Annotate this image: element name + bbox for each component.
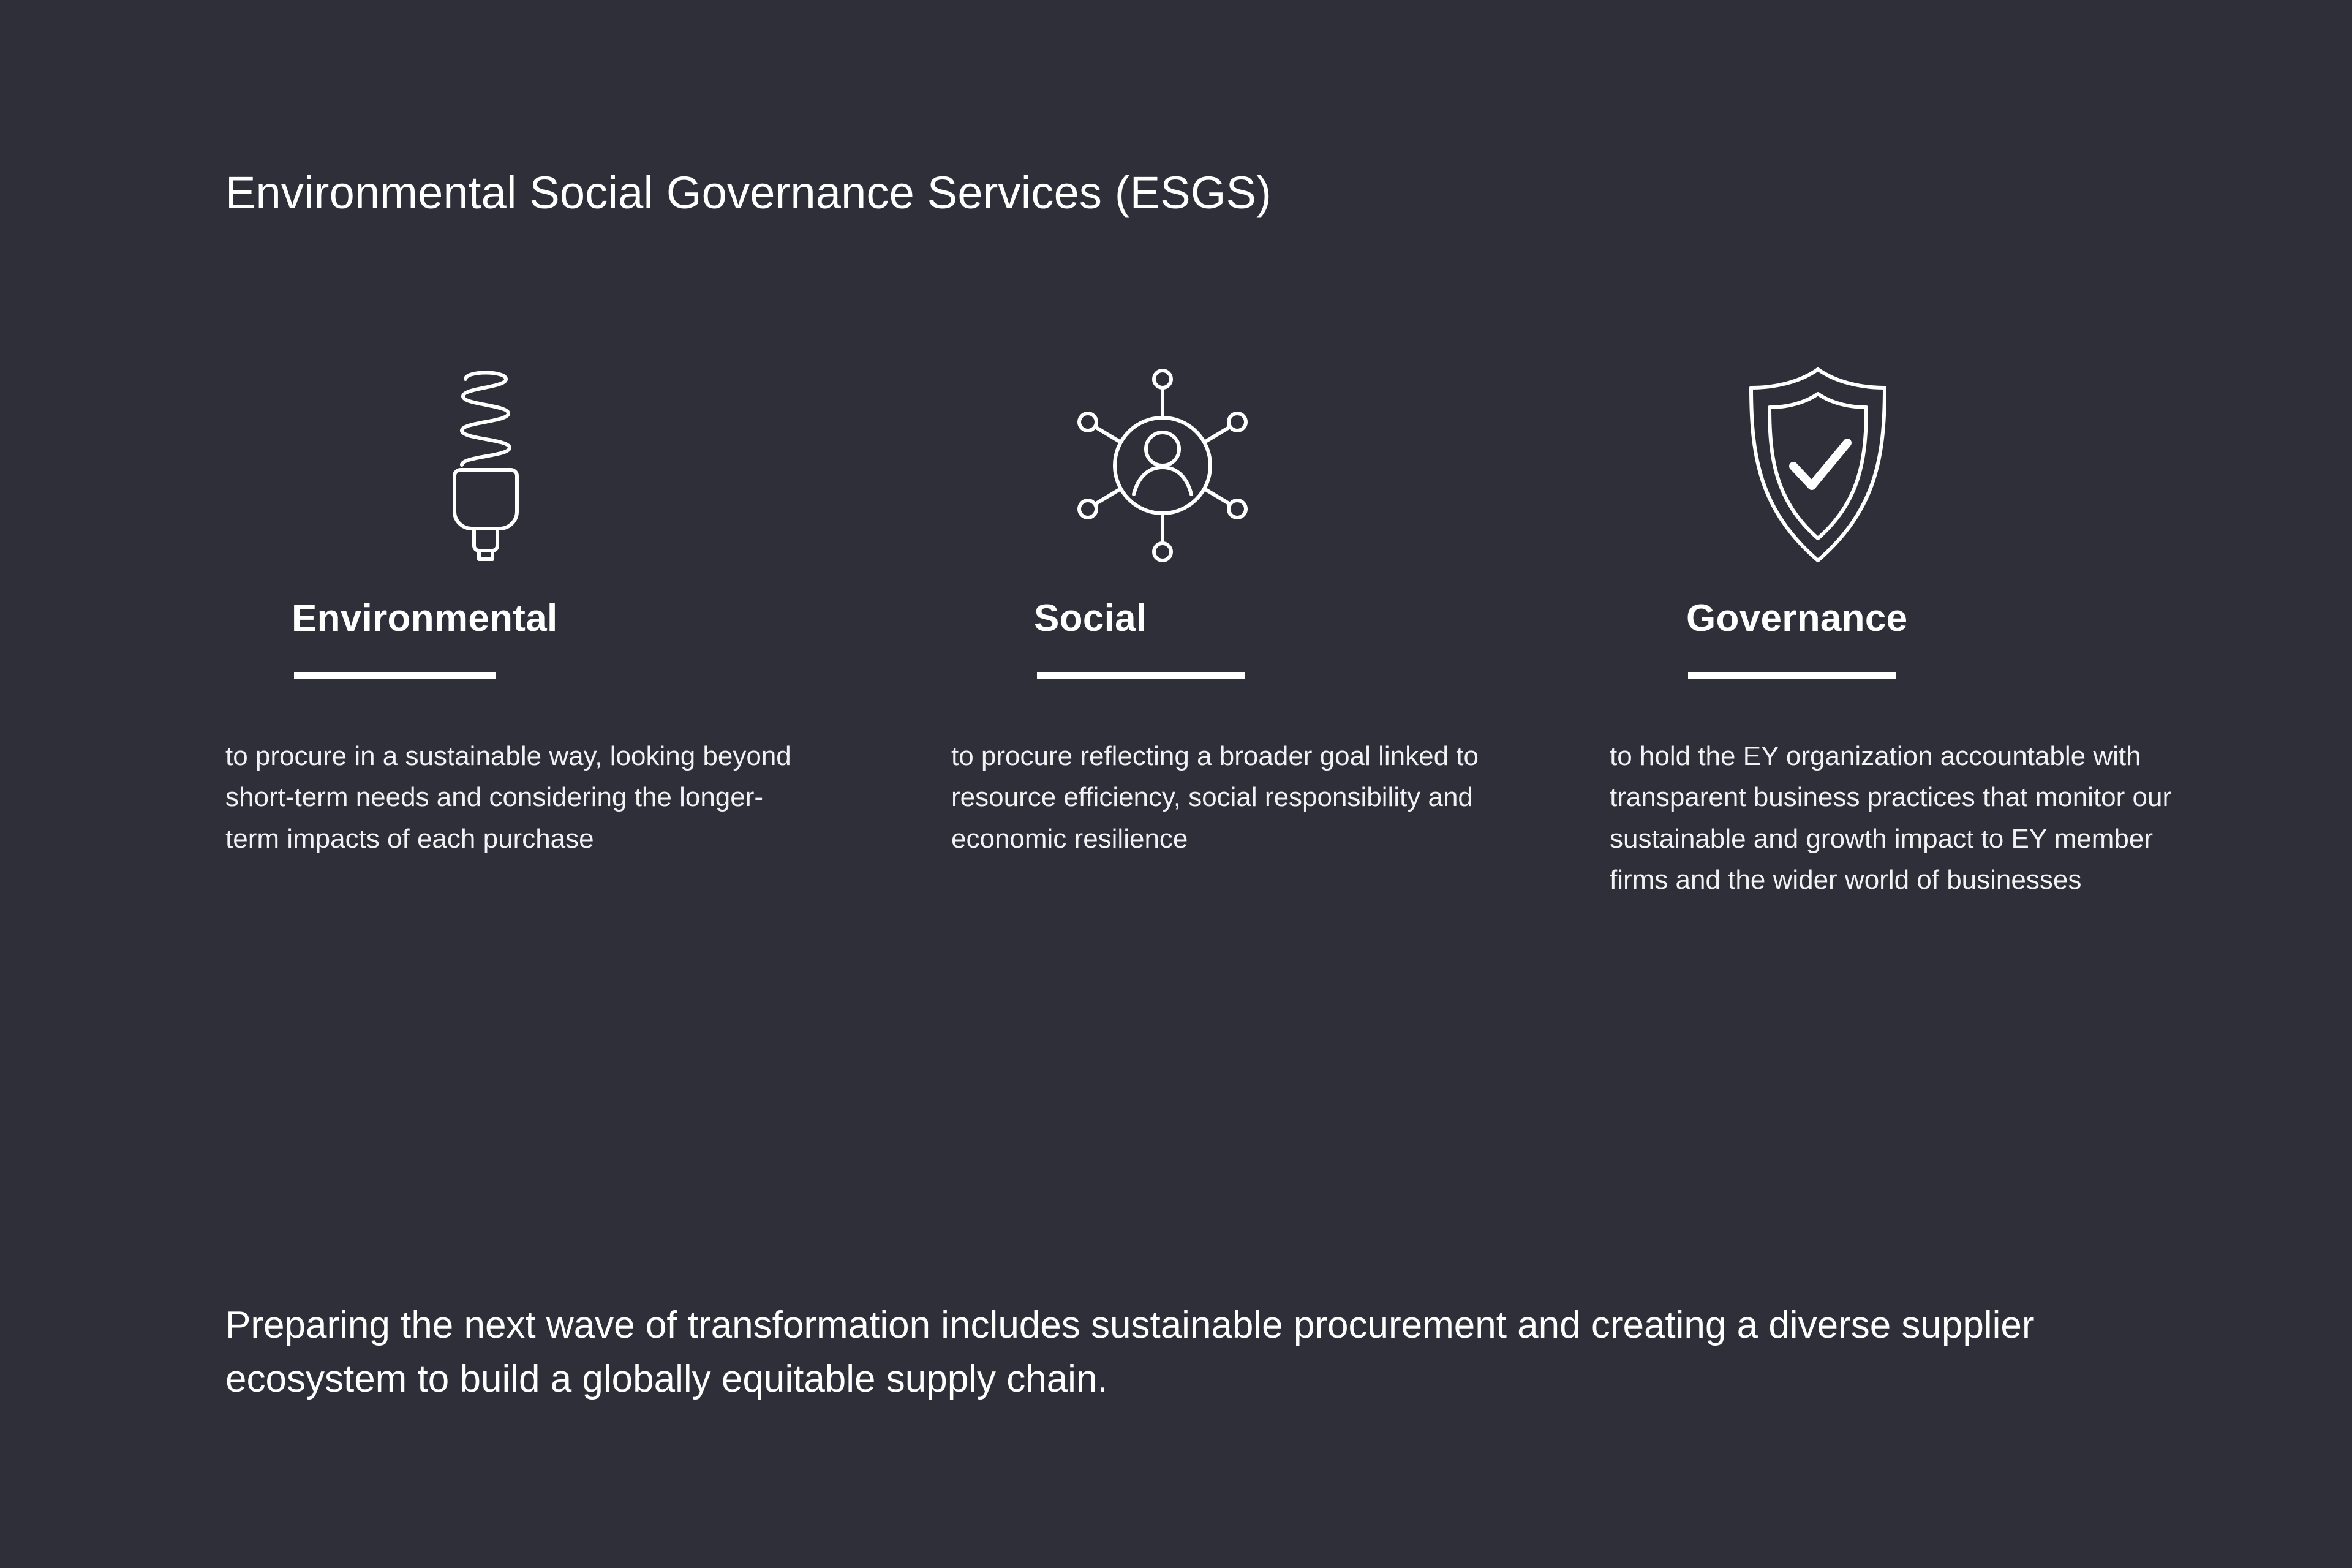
esg-column-governance bbox=[1530, 349, 2172, 900]
esg-body-social: to procure reflecting a broader goal linked to resource efficiency, social responsibility and economic resilience bbox=[951, 741, 1479, 854]
heading-underline bbox=[1037, 672, 1245, 679]
esg-heading-environmental: Environmental bbox=[292, 597, 558, 639]
page-title: Environmental Social Governance Services (ESGS) bbox=[225, 167, 1272, 218]
esg-columns bbox=[225, 349, 2172, 900]
esg-body-environmental: to procure in a sustainable way, looking beyond short-term needs and considering the longer-term impacts of each purchase bbox=[225, 741, 791, 854]
esg-column-social bbox=[862, 349, 1530, 859]
esg-column-environmental bbox=[225, 349, 862, 859]
esg-heading-governance: Governance bbox=[1686, 597, 1908, 639]
esg-heading-social: Social bbox=[1034, 597, 1147, 639]
esg-body-governance: to hold the EY organization accountable with transparent business practices that monitor our sustainable and growth impact to EY member firms and the wider world of businesses bbox=[1610, 741, 2172, 895]
slide-footer-text: Preparing the next wave of transformation includes sustainable procurement and creating a diverse supplier ecosystem to build a globally equitable supply chain. bbox=[225, 1304, 2035, 1401]
cfl-lightbulb-icon bbox=[225, 349, 862, 582]
person-network-icon bbox=[862, 349, 1530, 582]
shield-check-icon bbox=[1530, 349, 2155, 582]
heading-underline bbox=[294, 672, 496, 679]
heading-underline bbox=[1688, 672, 1896, 679]
